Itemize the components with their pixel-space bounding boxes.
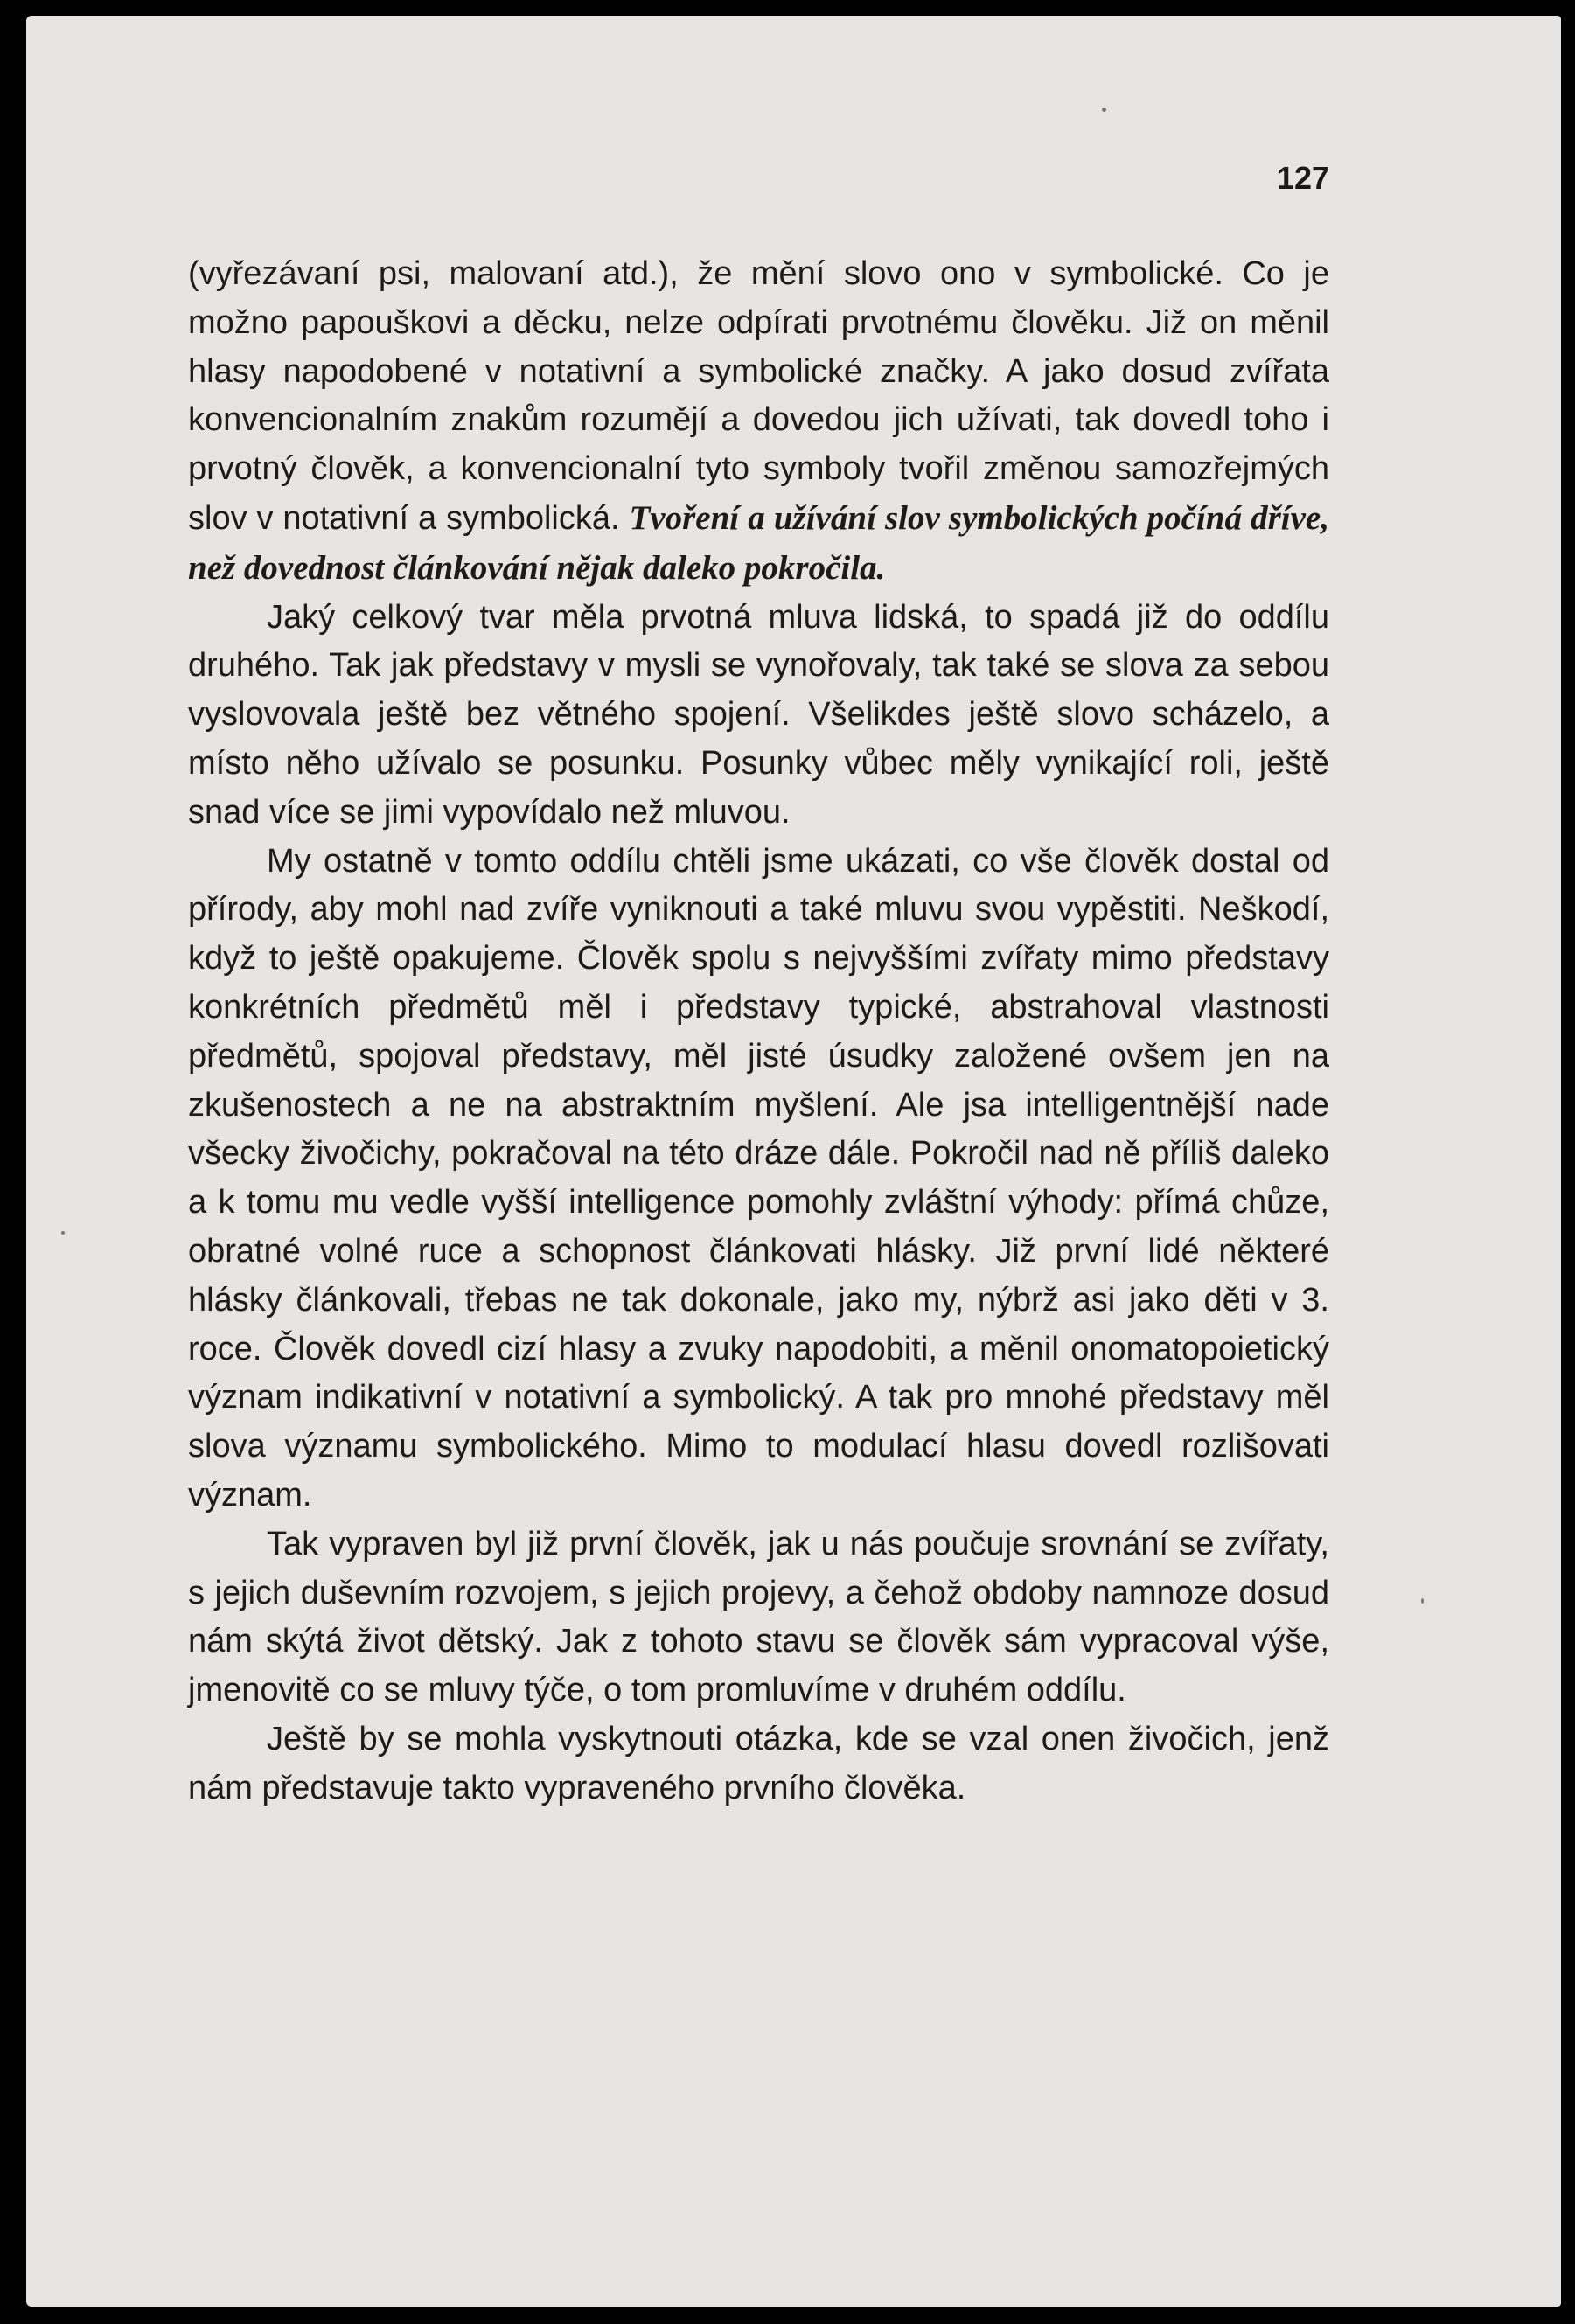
book-page [26,16,1561,2307]
paragraph-4: Tak vypraven byl již první člověk, jak u nás poučuje srovnání se zvířaty, s jejich duševním rozvojem, s jejich projevy, a čehož obdoby namnoze dosud nám skýtá život dětský. Jak z tohoto stavu se člověk sám vypracoval výše, jmenovitě co se mluvy týče, o tom promluvíme v druhém oddílu. [188,1525,1329,1709]
page-number: 127 [1276,160,1329,196]
paragraph-1-text: (vyřezávaní psi, malovaní atd.), že mění slovo ono v symbolické. Co je možno papouškovi a děcku, nelze odpírati prvotnému člověku. Již on měnil hlasy napodobené v notativní a symbolické značky. A jako dosud zvířata konvencionalním znakům rozumějí a dovedou jich užívati, tak dovedl toho i prvotný člověk, a konvencionalní tyto symboly tvořil změnou samozřejmých slov v notativní a symbolická. [188,255,1329,537]
paragraph-3: My ostatně v tomto oddílu chtěli jsme ukázati, co vše člověk dostal od přírody, aby mohl nad zvíře vyniknouti a také mluvu svou vypěstiti. Neškodí, když to ještě opakujeme. Člověk spolu s nejvyššími zvířaty mimo představy konkrétních předmětů měl i představy typické, abstrahoval vlastnosti předmětů, spojoval představy, měl jisté úsudky založené ovšem jen na zkušenostech a ne na abstraktním myšlení. Ale jsa intelligentnější nade všecky živočichy, pokračoval na této dráze dále. Pokročil nad ně příliš daleko a k tomu mu vedle vyšší intelligence pomohly zvláštní výhody: přímá chůze, obratné volné ruce a schopnost článkovati hlásky. Již první lidé některé hlásky článkovali, třebas ne tak dokonale, jako my, nýbrž asi jako děti v 3. roce. Člověk dovedl cizí hlasy a zvuky napodobiti, a měnil onomatopoietický význam indikativní v notativní a symbolický. A tak pro mnohé představy měl slova významu symbolického. Mimo to modulací hlasu dovedl rozlišovati význam. [188,842,1329,1513]
paragraph-1-emphasis: Tvoření a užívání slov symbolických počíná dříve, než dovednost článkování nějak daleko pokročila. [188,498,1329,587]
paper-speck [1421,1598,1424,1604]
paragraph-5: Ještě by se mohla vyskytnouti otázka, kde se vzal onen živočich, jenž nám představuje takto vypraveného prvního člověka. [188,1720,1329,1806]
paragraph-2: Jaký celkový tvar měla prvotná mluva lidská, to spadá již do oddílu druhého. Tak jak představy v mysli se vynořovaly, tak také se slova za sebou vyslovovala ještě bez větného spojení. Všelikdes ještě slovo scházelo, a místo něho užívalo se posunku. Posunky vůbec měly vynikající roli, ještě snad více se jimi vypovídalo než mluvou. [188,598,1329,831]
paragraph-1 [188,250,1329,594]
paper-speck [1102,108,1106,112]
paper-speck [61,1231,65,1235]
body-text [188,250,1329,1813]
